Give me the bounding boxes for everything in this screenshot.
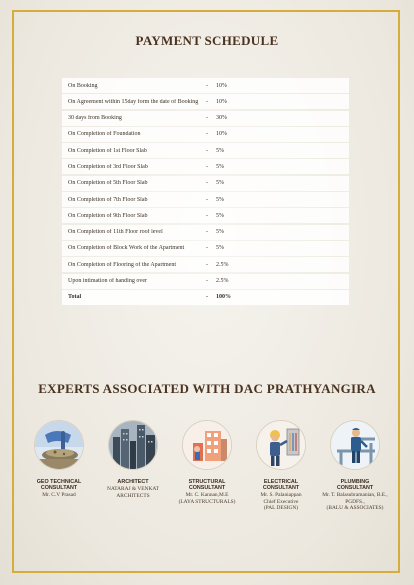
schedule-separator: -	[206, 180, 208, 187]
expert-geo-technical	[22, 420, 96, 499]
schedule-separator: -	[206, 196, 208, 203]
schedule-label: On Booking	[68, 82, 98, 89]
expert-name: Mr. T. Balasubramanian, B.E., PGDFS., (BALU & ASSOCIATES)	[322, 492, 388, 512]
expert-role: GEO TECHNICAL CONSULTANT	[36, 479, 82, 492]
schedule-row	[62, 176, 349, 191]
schedule-total-value: 100%	[216, 294, 231, 301]
schedule-label: On Completion of 1st Floor Slab	[68, 147, 147, 154]
schedule-value: 5%	[216, 212, 224, 219]
schedule-row	[62, 241, 349, 256]
schedule-value: 10%	[216, 131, 227, 138]
schedule-label: On Completion of 3rd Floor Slab	[68, 163, 148, 170]
plumber-icon	[330, 420, 380, 470]
schedule-label: On Completion of 5th Floor Slab	[68, 180, 148, 187]
electrician-icon	[256, 420, 306, 470]
experts-title: EXPERTS ASSOCIATED WITH DAC PRATHYANGIRA	[38, 381, 376, 396]
schedule-value: 5%	[216, 163, 224, 170]
expert-name: NATARAJ & VENKAT ARCHITECTS	[107, 486, 159, 499]
schedule-value: 5%	[216, 196, 224, 203]
schedule-separator: -	[206, 294, 208, 301]
schedule-label: 30 days from Booking	[68, 115, 122, 122]
schedule-row	[62, 111, 349, 126]
schedule-total-row	[62, 290, 349, 305]
expert-electrical	[244, 420, 318, 512]
schedule-separator: -	[206, 163, 208, 170]
schedule-row	[62, 225, 349, 240]
schedule-value: 30%	[216, 115, 227, 122]
schedule-value: 5%	[216, 180, 224, 187]
expert-architect	[96, 420, 170, 499]
payment-schedule-table	[62, 78, 349, 306]
schedule-row	[62, 208, 349, 223]
expert-name: Mr. C. Kannan,M.E (LAYA STRUCTURALS)	[178, 492, 236, 505]
schedule-label: On Completion of 7th Floor Slab	[68, 196, 148, 203]
soil-test-icon	[34, 420, 84, 470]
schedule-value: 5%	[216, 147, 224, 154]
expert-role: ARCHITECT	[117, 479, 149, 485]
schedule-label: On Completion of 11th Floor roof level	[68, 229, 163, 236]
schedule-row	[62, 159, 349, 174]
schedule-label: On Agreement within 15day form the date of Booking	[68, 98, 199, 105]
schedule-label: On Completion of Block Work of the Apartment	[68, 245, 185, 252]
payment-schedule-title: PAYMENT SCHEDULE	[135, 33, 279, 48]
schedule-separator: -	[206, 131, 208, 138]
schedule-value: 10%	[216, 82, 227, 89]
structure-icon	[182, 420, 232, 470]
schedule-value: 10%	[216, 98, 227, 105]
expert-role: ELECTRICAL CONSULTANT	[262, 479, 300, 492]
expert-role: STRUCTURAL CONSULTANT	[188, 479, 226, 492]
schedule-row	[62, 257, 349, 272]
schedule-row	[62, 143, 349, 158]
experts-section	[22, 420, 392, 520]
schedule-separator: -	[206, 147, 208, 154]
expert-name: Mr. S. Palaniappan Chief Executive (PAL DESIGN)	[260, 492, 302, 512]
schedule-separator: -	[206, 115, 208, 122]
schedule-label: On Completion of Flooring of the Apartment	[68, 261, 176, 268]
expert-role: PLUMBING CONSULTANT	[336, 479, 374, 492]
city-skyline-icon	[108, 420, 158, 470]
schedule-value: 5%	[216, 245, 224, 252]
schedule-value: 2.5%	[216, 278, 229, 285]
schedule-separator: -	[206, 98, 208, 105]
schedule-row	[62, 94, 349, 109]
schedule-separator: -	[206, 82, 208, 89]
schedule-row	[62, 192, 349, 207]
schedule-label: Upon intimation of handing over	[68, 278, 147, 285]
expert-name: Mr. C.V Prasad	[42, 492, 76, 499]
schedule-separator: -	[206, 212, 208, 219]
schedule-row	[62, 127, 349, 142]
schedule-row	[62, 274, 349, 289]
schedule-label: On Completion of 9th Floor Slab	[68, 212, 148, 219]
expert-structural	[170, 420, 244, 505]
schedule-separator: -	[206, 278, 208, 285]
schedule-separator: -	[206, 245, 208, 252]
schedule-label: On Completion of Foundation	[68, 131, 141, 138]
schedule-value: 2.5%	[216, 261, 229, 268]
schedule-value: 5%	[216, 229, 224, 236]
schedule-row	[62, 78, 349, 93]
expert-plumbing	[318, 420, 392, 512]
schedule-total-label: Total	[68, 294, 82, 301]
schedule-separator: -	[206, 261, 208, 268]
schedule-separator: -	[206, 229, 208, 236]
